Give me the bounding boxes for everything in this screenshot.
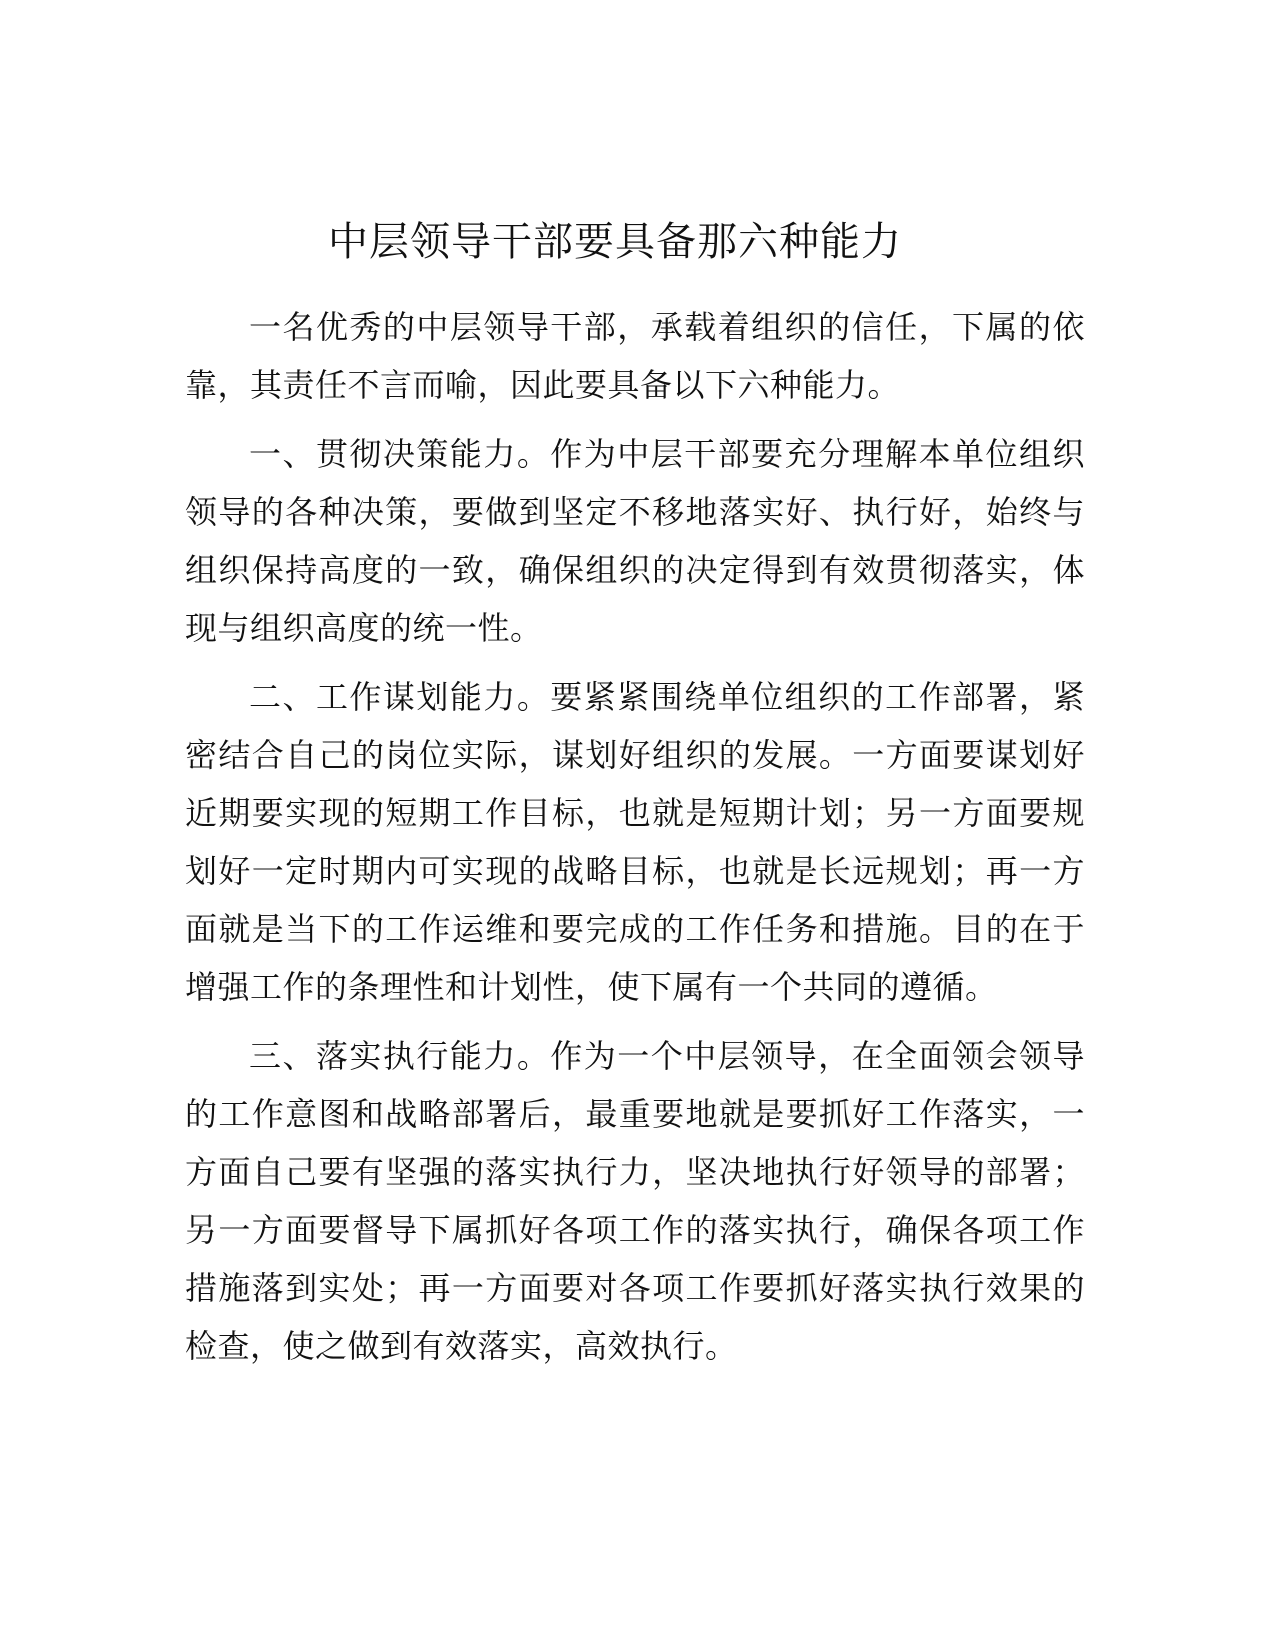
- document-title: 中层领导干部要具备那六种能力: [328, 219, 902, 265]
- document-body: [185, 298, 1085, 1386]
- paragraph-intro: 一名优秀的中层领导干部，承载着组织的信任，下属的依靠，其责任不言而喻，因此要具备以下六种能力。: [185, 308, 1085, 404]
- paragraph-execution-ability: 三、落实执行能力。作为一个中层领导，在全面领会领导的工作意图和战略部署后，最重要地就是要抓好工作落实，一方面自己要有坚强的落实执行力，坚决地执行好领导的部署；另一方面要督导下属抓好各项工作的落实执行，确保各项工作措施落到实处；再一方面要对各项工作要抓好落实执行效果的检查，使之做到有效落实，高效执行。: [185, 1037, 1085, 1365]
- paragraph-decision-ability: 一、贯彻决策能力。作为中层干部要充分理解本单位组织领导的各种决策，要做到坚定不移地落实好、执行好，始终与组织保持高度的一致，确保组织的决定得到有效贯彻落实，体现与组织高度的统一性。: [185, 435, 1085, 647]
- paragraph-planning-ability: 二、工作谋划能力。要紧紧围绕单位组织的工作部署，紧密结合自己的岗位实际，谋划好组织的发展。一方面要谋划好近期要实现的短期工作目标，也就是短期计划；另一方面要规划好一定时期内可实现的战略目标，也就是长远规划；再一方面就是当下的工作运维和要完成的工作任务和措施。目的在于增强工作的条理性和计划性，使下属有一个共同的遵循。: [185, 678, 1085, 1006]
